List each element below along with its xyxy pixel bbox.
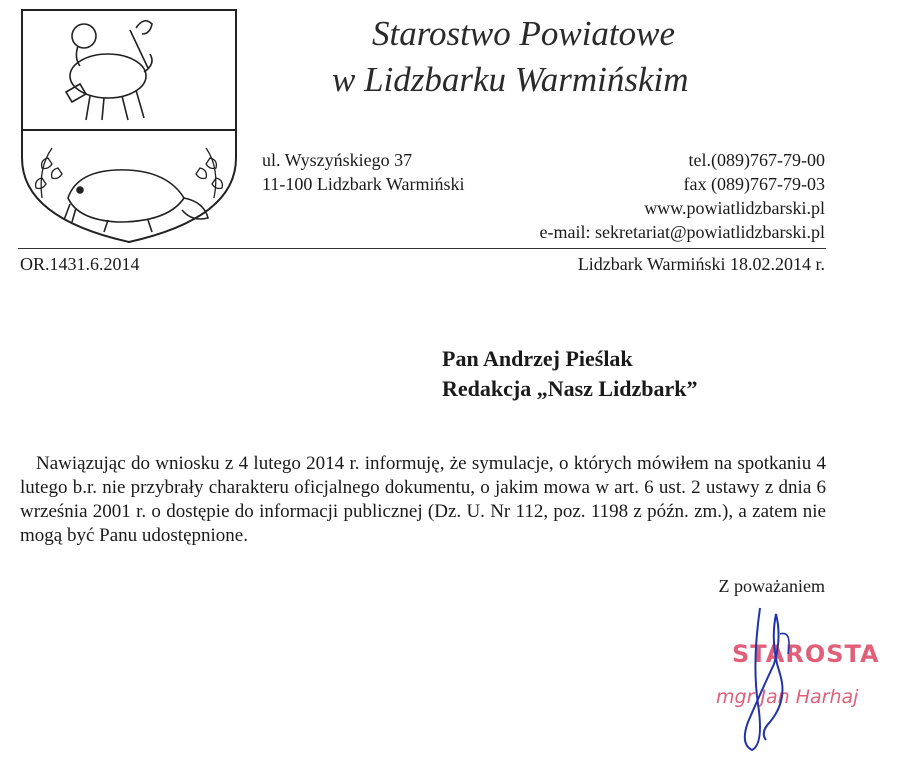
recipient-name: Pan Andrzej Pieślak: [442, 346, 633, 371]
header-divider: [18, 248, 826, 249]
place-and-date: Lidzbark Warmiński 18.02.2014 r.: [577, 254, 825, 274]
recipient-organization: Redakcja „Nasz Lidzbark”: [442, 376, 698, 401]
institution-name-line2: w Lidzbarku Warmińskim: [332, 60, 689, 99]
coat-of-arms-icon: [18, 8, 240, 244]
stamp-name: mgr Jan Harhaj: [716, 686, 859, 708]
postal-address: [262, 148, 465, 196]
fax-number: fax (089)767-79-03: [683, 174, 825, 194]
website-link[interactable]: www.powiatlidzbarski.pl: [644, 198, 825, 218]
city-address: 11-100 Lidzbark Warmiński: [262, 174, 465, 194]
street-address: ul. Wyszyńskiego 37: [262, 150, 413, 170]
email-link[interactable]: e-mail: sekretariat@powiatlidzbarski.pl: [539, 222, 825, 242]
recipient-block: [442, 344, 697, 404]
institution-name-line1: Starostwo Powiatowe: [372, 14, 676, 53]
contact-details: [540, 148, 825, 244]
reference-number: OR.1431.6.2014: [20, 254, 140, 274]
phone-number: tel.(089)767-79-00: [688, 150, 825, 170]
handwritten-signature-icon: [730, 604, 810, 754]
letter-body: Nawiązując do wniosku z 4 lutego 2014 r. informuję, że symulacje, o których mówiłem na spotkaniu 4 lutego b.r. nie przybrały charakteru oficjalnego dokumentu, o jakim mowa w art. 6 ust. 2 ustawy z dnia 6 września 2001 r. o dostępie do informacji publicznej (Dz. U. Nr 112, poz. 1198 z późn. zm.), a zatem nie mogą być Panu udostępnione.: [20, 453, 826, 546]
closing-phrase: Z poważaniem: [718, 576, 825, 596]
stamp-title: STAROSTA: [732, 640, 880, 668]
